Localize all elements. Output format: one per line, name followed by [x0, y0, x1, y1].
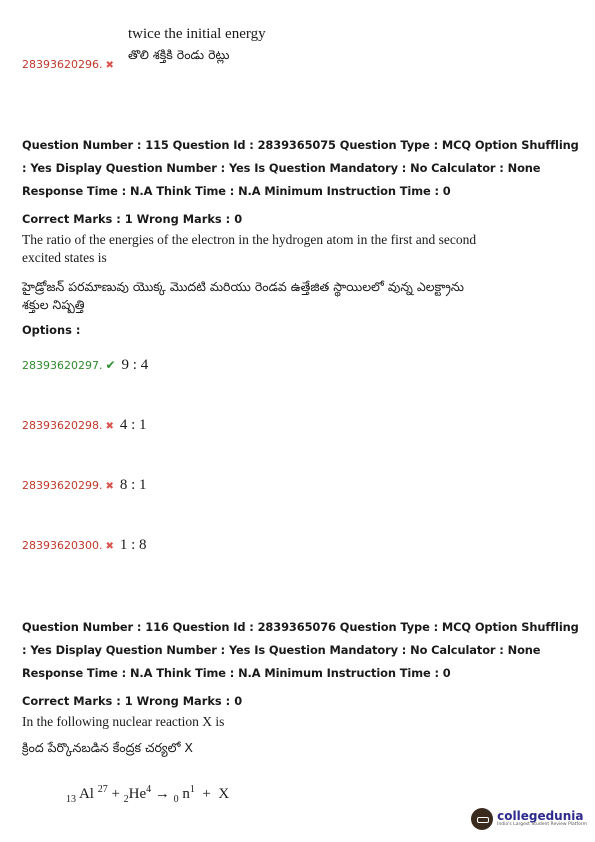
option-id: 28393620297.: [22, 359, 103, 372]
arrow-icon: →: [154, 786, 170, 802]
prev-option-text-te: తొలి శక్తికి రెండు రెట్లు: [128, 47, 230, 62]
wrong-mark-icon: ✖: [105, 421, 114, 432]
unknown-x: X: [218, 786, 230, 802]
option-row[interactable]: [22, 417, 147, 434]
option-row[interactable]: [22, 477, 147, 494]
n-mass-number: 1: [189, 784, 195, 795]
he-mass-number: 4: [146, 784, 152, 795]
wrong-mark-icon: ✖: [105, 541, 114, 552]
he-atomic-number: 2: [123, 794, 129, 805]
plus-sign: +: [202, 786, 211, 802]
question-116-marks: Correct Marks : 1 Wrong Marks : 0: [22, 694, 243, 708]
option-text: 9 : 4: [121, 357, 149, 373]
plus-sign: +: [111, 786, 120, 802]
al-mass-number: 27: [97, 784, 108, 795]
option-text: 1 : 8: [119, 537, 147, 553]
question-115-marks: Correct Marks : 1 Wrong Marks : 0: [22, 212, 243, 226]
question-116-text-te: క్రింద పేర్కొనబడిన కేంద్రక చర్యలో X: [22, 740, 193, 755]
wrong-mark-icon: ✖: [105, 60, 114, 71]
al-symbol: Al: [78, 786, 94, 802]
option-text: 4 : 1: [119, 417, 147, 433]
question-115-text-en: The ratio of the energies of the electron in the hydrogen atom in the first and second excited states is: [22, 232, 477, 265]
option-id: 28393620298.: [22, 419, 103, 432]
option-id: 28393620300.: [22, 539, 103, 552]
question-115-options-label: Options :: [22, 323, 81, 337]
option-text: 8 : 1: [119, 477, 147, 493]
logo-tagline: India's Largest Student Review Platform: [497, 822, 587, 828]
he-symbol: He: [128, 786, 147, 802]
option-row[interactable]: [22, 357, 148, 374]
graduate-avatar-icon: [471, 808, 493, 830]
prev-option-text-en: twice the initial energy: [128, 26, 266, 42]
question-115-meta: Question Number : 115 Question Id : 2839365075 Question Type : MCQ Option Shuffling : Yes Display Question Number : Yes Is Question Mandatory : No Calculator : None Response Time : N.A Think Time : N.A Minimum Instruction Time : 0: [22, 138, 579, 198]
option-id: 28393620299.: [22, 479, 103, 492]
option-row[interactable]: [22, 537, 147, 554]
n-atomic-number: 0: [173, 794, 179, 805]
question-116-text-en: In the following nuclear reaction X is: [22, 714, 225, 729]
nuclear-reaction-equation: [66, 784, 229, 805]
prev-option-row: [22, 58, 120, 71]
n-symbol: n: [182, 786, 190, 802]
question-115-text-te: హైడ్రోజన్ పరమాణువు యొక్క మొదటి మరియు రెండవ ఉత్తేజిత స్థాయిలలో వున్న ఎలక్ట్రాను శక్తుల నిష్పత్తి: [22, 279, 465, 312]
option-id: 28393620296.: [22, 58, 103, 71]
collegedunia-logo: [471, 808, 587, 830]
wrong-mark-icon: ✖: [105, 481, 114, 492]
al-atomic-number: 13: [66, 794, 76, 805]
logo-name: collegedunia: [497, 809, 584, 824]
check-mark-icon: ✔: [105, 358, 116, 372]
question-116-meta: Question Number : 116 Question Id : 2839365076 Question Type : MCQ Option Shuffling : Yes Display Question Number : Yes Is Question Mandatory : No Calculator : None Response Time : N.A Think Time : N.A Minimum Instruction Time : 0: [22, 620, 579, 680]
